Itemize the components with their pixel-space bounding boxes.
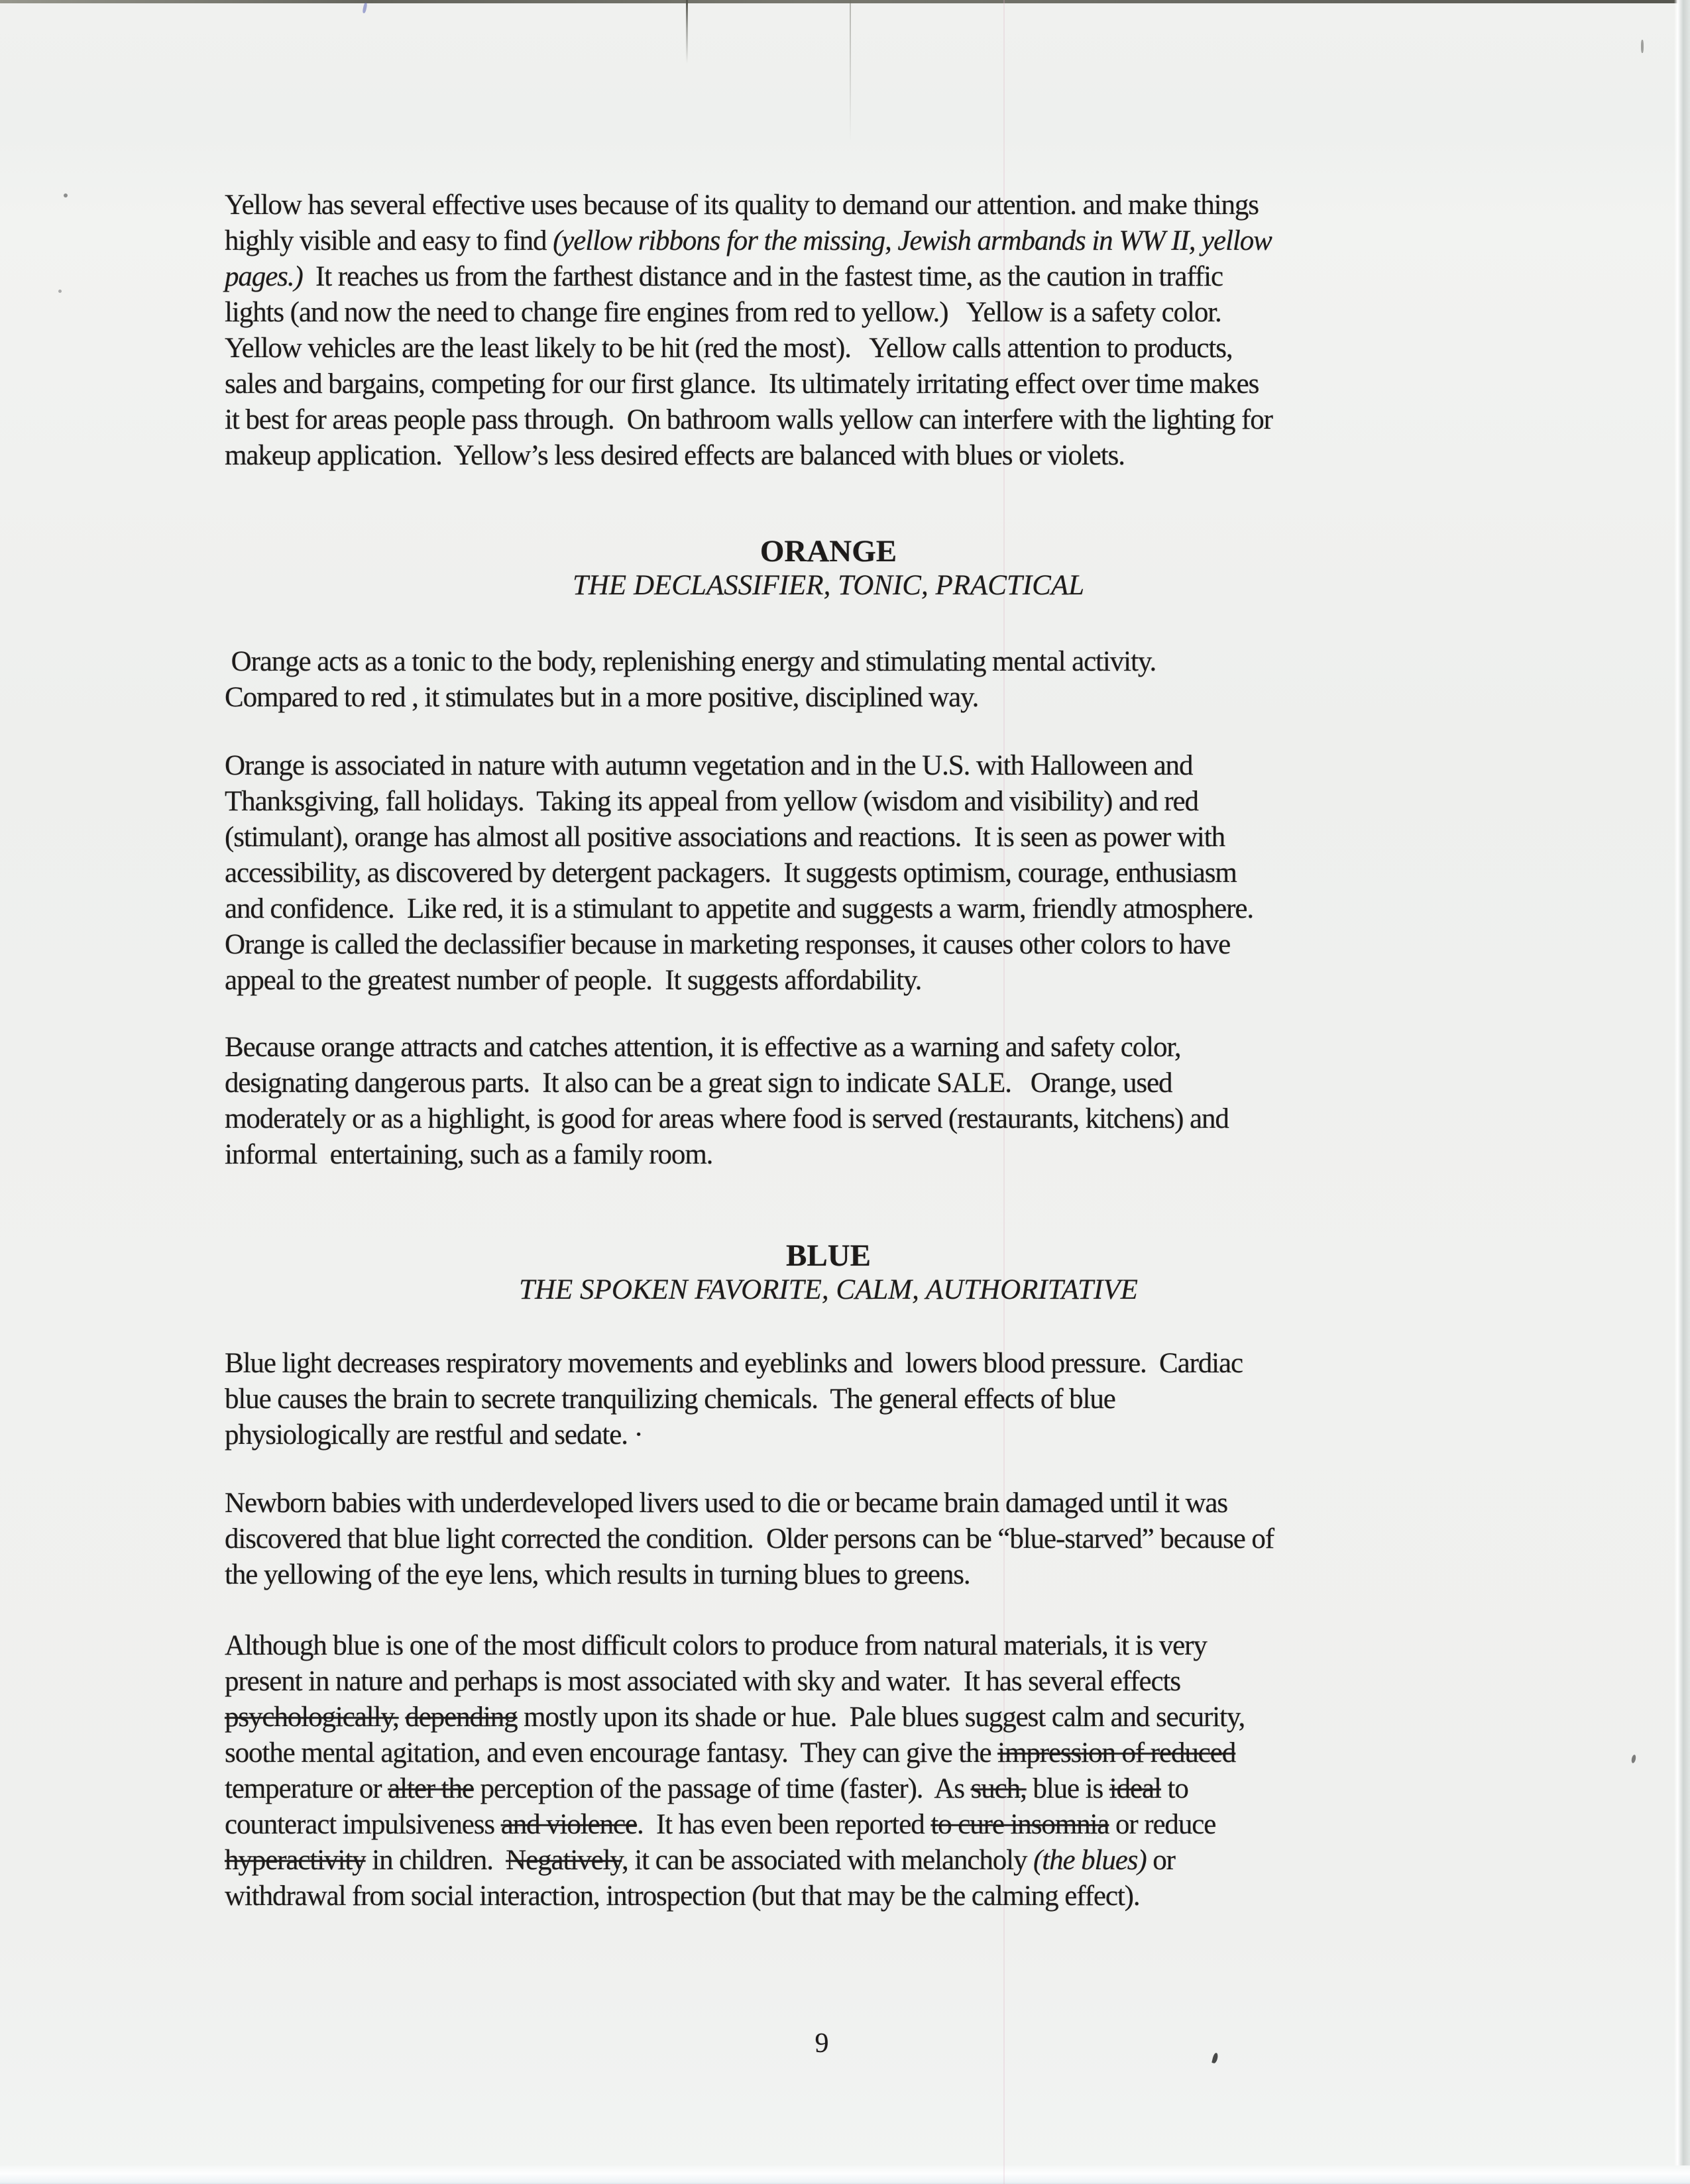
text-line [225, 295, 1418, 331]
text-line [225, 1557, 1418, 1593]
text-segment: counteract impulsiveness [225, 1809, 501, 1840]
text-segment: Yellow has several effective uses because of its quality to demand our attention. and make things [225, 190, 1259, 221]
text-line [225, 963, 1418, 999]
text-line [225, 1879, 1418, 1914]
text-line [225, 927, 1418, 963]
text-segment: . It has even been reported [637, 1809, 931, 1840]
text-segment: soothe mental agitation, and even encourage fantasy. They can give the [225, 1737, 998, 1769]
text-segment: withdrawal from social interaction, introspection (but that may be the calming effect). [225, 1881, 1140, 1912]
text-line [225, 1065, 1418, 1101]
text-segment: Orange is associated in nature with autumn vegetation and in the U.S. with Halloween and [225, 750, 1193, 781]
scan-top-edge-artifact [0, 0, 1690, 3]
text-segment: Compared to red , it stimulates but in a more positive, disciplined way. [225, 682, 979, 713]
paragraph-blue-psychology [225, 1628, 1418, 1914]
text-line [225, 891, 1418, 927]
section-subtitle: THE SPOKEN FAVORITE, CALM, AUTHORITATIVE [519, 1274, 1138, 1305]
text-line [225, 366, 1418, 402]
section-title: ORANGE [760, 534, 897, 569]
paragraph-blue-physiology [225, 1346, 1418, 1453]
text-segment [399, 1702, 406, 1733]
text-segment: mostly upon its shade or hue. Pale blues suggest calm and security, [517, 1702, 1245, 1733]
text-segment: Orange acts as a tonic to the body, replenishing energy and stimulating mental activity. [225, 646, 1156, 677]
text-segment: perception of the passage of time (faster). As [473, 1773, 971, 1804]
text-segment: temperature or [225, 1773, 388, 1804]
text-line [225, 1843, 1418, 1879]
text-line [225, 680, 1418, 716]
scan-speck [362, 3, 367, 14]
text-segment: , it can be associated with melancholy [622, 1845, 1034, 1876]
text-segment: (stimulant), orange has almost all positive associations and reactions. It is seen as power with [225, 822, 1225, 853]
text-segment: depending [405, 1702, 518, 1733]
section-title: BLUE [786, 1238, 871, 1273]
text-segment: Negatively [506, 1845, 622, 1876]
text-segment: informal entertaining, such as a family room. [225, 1139, 713, 1170]
text-line [225, 1735, 1418, 1771]
text-segment: discovered that blue light corrected the condition. Older persons can be “blue-starved” because of [225, 1523, 1274, 1555]
text-segment: lights (and now the need to change fire engines from red to yellow.) Yellow is a safety color. [225, 297, 1221, 328]
text-segment: present in nature and perhaps is most associated with sky and water. It has several effects [225, 1666, 1180, 1697]
text-segment: sales and bargains, competing for our first glance. Its ultimately irritating effect over time makes [225, 368, 1259, 400]
text-segment: Blue light decreases respiratory movements and eyeblinks and lowers blood pressure. Cardiac [225, 1348, 1243, 1379]
text-line [225, 1137, 1418, 1173]
text-segment: moderately or as a highlight, is good for areas where food is served (restaurants, kitchens) and [225, 1103, 1229, 1134]
heading-orange [232, 534, 1425, 603]
text-line [225, 1382, 1418, 1417]
heading-blue [232, 1238, 1425, 1307]
scan-speck [1211, 2052, 1219, 2063]
text-segment: Orange is called the declassifier because in marketing responses, it causes other colors to have [225, 929, 1231, 960]
text-segment: to [1160, 1773, 1188, 1804]
text-segment: psychologically, [225, 1702, 399, 1733]
section-subtitle: THE DECLASSIFIER, TONIC, PRACTICAL [572, 570, 1085, 601]
text-line [225, 188, 1418, 223]
scan-speck [1641, 40, 1644, 53]
text-segment: Although blue is one of the most difficult colors to produce from natural materials, it is very [225, 1630, 1207, 1661]
text-segment: hyperactivity [225, 1845, 366, 1876]
text-segment: (yellow ribbons for the missing, Jewish armbands in WW II, yellow [553, 225, 1272, 256]
text-segment: pages.) [225, 261, 303, 292]
scan-bottom-edge-artifact [0, 2165, 1690, 2184]
text-line [225, 223, 1418, 259]
text-line [225, 1417, 1418, 1453]
page-number: 9 [815, 2028, 829, 2059]
text-segment: and violence [500, 1809, 638, 1840]
text-segment: designating dangerous parts. It also can be a great sign to indicate SALE. Orange, used [225, 1067, 1172, 1099]
scan-top-scratch [686, 0, 688, 64]
text-line [225, 644, 1418, 680]
text-line [225, 1101, 1418, 1137]
text-segment: it best for areas people pass through. On bathroom walls yellow can interfere with the lighting for [225, 404, 1272, 435]
text-segment: in children. [365, 1845, 506, 1876]
text-line [225, 259, 1418, 295]
scan-speck [1631, 1755, 1637, 1764]
text-line [225, 1486, 1418, 1521]
scan-speck [58, 290, 62, 293]
text-segment: and confidence. Like red, it is a stimulant to appetite and suggests a warm, friendly atmosphere. [225, 893, 1253, 924]
text-segment: (the blues) [1033, 1845, 1147, 1876]
paragraph-orange-tonic [225, 644, 1418, 716]
text-line [225, 1664, 1418, 1700]
paragraph-orange-associations [225, 748, 1418, 999]
text-line [225, 331, 1418, 366]
text-line [225, 1807, 1418, 1843]
text-segment: Because orange attracts and catches attention, it is effective as a warning and safety color, [225, 1032, 1181, 1063]
text-line [225, 855, 1418, 891]
paragraph-yellow-uses [225, 188, 1418, 474]
text-line [225, 1346, 1418, 1382]
text-segment: physiologically are restful and sedate. · [225, 1419, 643, 1450]
text-segment: alter the [388, 1773, 474, 1804]
text-segment: Yellow vehicles are the least likely to be hit (red the most). Yellow calls attention to products, [225, 333, 1233, 364]
text-segment: to cure insomnia [930, 1809, 1109, 1840]
text-segment: accessibility, as discovered by detergent packagers. It suggests optimism, courage, enthusiasm [225, 857, 1237, 889]
scan-right-edge-artifact [1674, 0, 1690, 2184]
text-line [225, 1521, 1418, 1557]
scan-speck [64, 193, 68, 197]
text-segment: blue causes the brain to secrete tranquilizing chemicals. The general effects of blue [225, 1384, 1115, 1415]
text-line [225, 1628, 1418, 1664]
text-segment: Newborn babies with underdeveloped livers used to die or became brain damaged until it was [225, 1488, 1228, 1519]
text-segment: It reaches us from the farthest distance and in the fastest time, as the caution in traffic [302, 261, 1223, 292]
text-line [225, 438, 1418, 474]
text-segment: impression of reduced [997, 1737, 1236, 1769]
text-line [225, 784, 1418, 820]
paragraph-orange-warning [225, 1030, 1418, 1173]
text-segment: or [1146, 1845, 1175, 1876]
text-line [225, 1700, 1418, 1735]
text-segment: the yellowing of the eye lens, which results in turning blues to greens. [225, 1559, 970, 1590]
paragraph-blue-newborns [225, 1486, 1418, 1593]
text-line [225, 402, 1418, 438]
text-segment: appeal to the greatest number of people. It suggests affordability. [225, 965, 922, 996]
scan-top-crease [850, 0, 851, 142]
text-line [225, 820, 1418, 855]
text-segment: makeup application. Yellow’s less desired effects are balanced with blues or violets. [225, 440, 1125, 471]
text-line [225, 1771, 1418, 1807]
text-line [225, 1030, 1418, 1065]
text-segment: such, [970, 1773, 1027, 1804]
text-segment: blue is [1026, 1773, 1109, 1804]
text-segment: ideal [1109, 1773, 1161, 1804]
text-segment: or reduce [1109, 1809, 1216, 1840]
text-segment: highly visible and easy to find [225, 225, 553, 256]
text-segment: Thanksgiving, fall holidays. Taking its appeal from yellow (wisdom and visibility) and red [225, 786, 1198, 817]
text-line [225, 748, 1418, 784]
